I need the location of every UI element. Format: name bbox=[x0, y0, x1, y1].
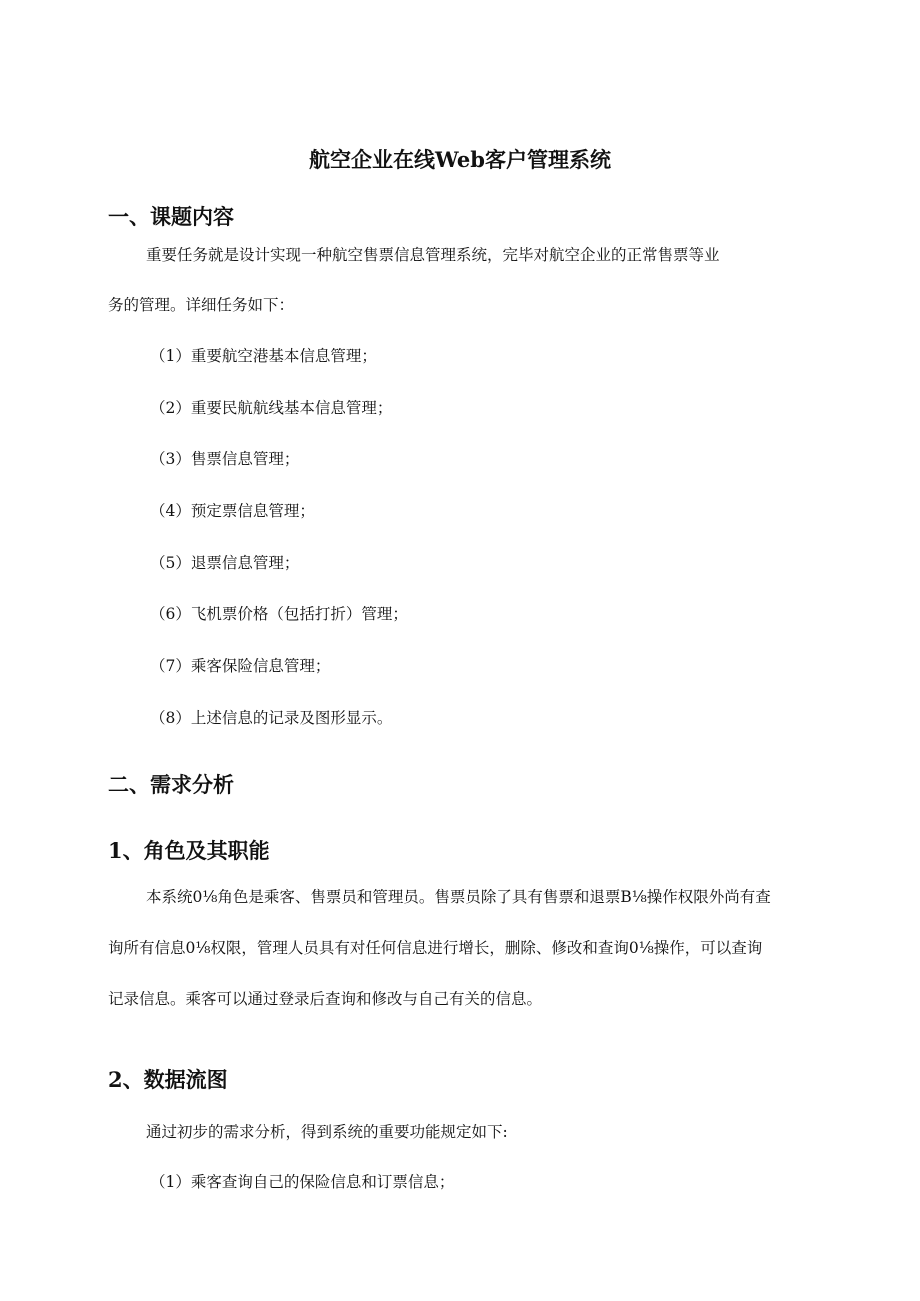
list-item: （7）乘客保险信息管理； bbox=[150, 657, 331, 675]
document-title: 航空企业在线Web客户管理系统 bbox=[309, 147, 611, 172]
data-flow-paragraph: 通过初步的需求分析，得到系统的重要功能规定如下: bbox=[146, 1123, 508, 1141]
subsection-heading-roles: 1、角色及其职能 bbox=[108, 838, 270, 863]
roles-paragraph-line-2: 询所有信息0⅛权限，管理人员具有对任何信息进行增长，删除、修改和查询0⅛操作，可以查询 bbox=[108, 939, 763, 957]
list-item: （5）退票信息管理； bbox=[150, 554, 300, 572]
list-item: （8）上述信息的记录及图形显示。 bbox=[150, 709, 393, 727]
list-item: （3）售票信息管理； bbox=[150, 450, 300, 468]
list-item: （2）重要民航航线基本信息管理； bbox=[150, 399, 393, 417]
intro-paragraph-line-2: 务的管理。详细任务如下： bbox=[108, 296, 295, 314]
roles-paragraph-line-3: 记录信息。乘客可以通过登录后查询和修改与自己有关的信息。 bbox=[108, 990, 543, 1008]
roles-paragraph-line-1: 本系统0⅛角色是乘客、售票员和管理员。售票员除了具有售票和退票B⅛操作权限外尚有查 bbox=[146, 888, 771, 906]
section-heading-course-content: 一、课题内容 bbox=[108, 204, 234, 229]
section-heading-requirements-analysis: 二、需求分析 bbox=[108, 772, 234, 797]
list-item: （4）预定票信息管理； bbox=[150, 502, 315, 520]
intro-paragraph-line-1: 重要任务就是设计实现一种航空售票信息管理系统，完毕对航空企业的正常售票等业 bbox=[146, 246, 720, 264]
list-item: （1）乘客查询自己的保险信息和订票信息； bbox=[150, 1173, 455, 1191]
list-item: （1）重要航空港基本信息管理； bbox=[150, 347, 377, 365]
list-item: （6）飞机票价格（包括打折）管理； bbox=[150, 605, 408, 623]
subsection-heading-data-flow: 2、数据流图 bbox=[108, 1067, 228, 1092]
